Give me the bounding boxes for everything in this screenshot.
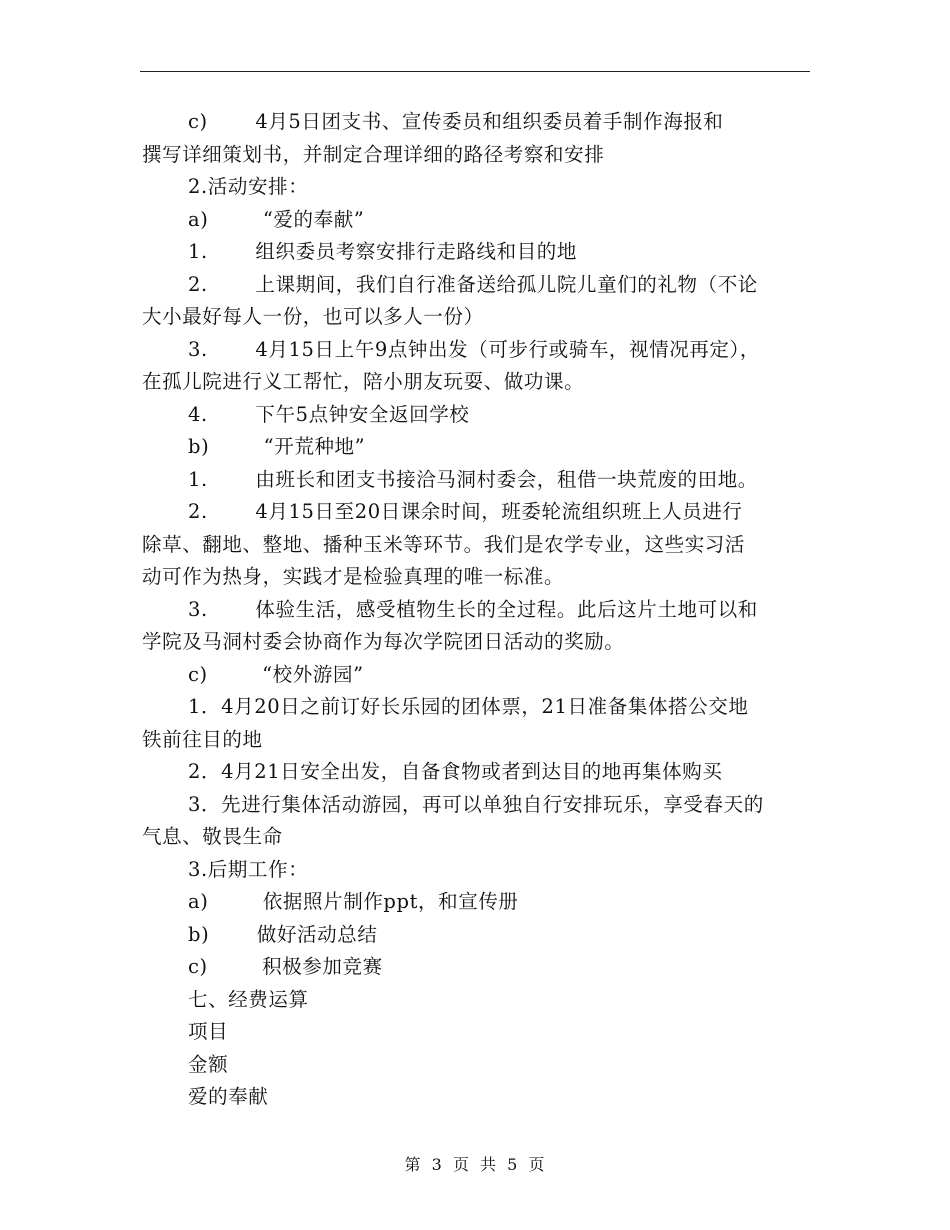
- text-line: b) 做好活动总结: [188, 922, 378, 946]
- text-line: 3. 4月15日上午9点钟出发（可步行或骑车，视情况再定），: [188, 337, 760, 361]
- header-rule: [140, 71, 810, 72]
- text-line: 4. 下午5点钟安全返回学校: [188, 402, 470, 426]
- text-line: c) 4月5日团支书、宣传委员和组织委员着手制作海报和: [188, 110, 724, 133]
- text-line: 2. 上课期间，我们自行准备送给孤儿院儿童们的礼物（不论: [188, 272, 758, 296]
- text-line: 金额: [188, 1052, 229, 1076]
- page-footer: [0, 1152, 950, 1175]
- text-line: 项目: [188, 1020, 229, 1043]
- footer-suffix: 页: [528, 1155, 546, 1174]
- footer-prefix: 第: [404, 1155, 422, 1174]
- text-line: c) “校外游园”: [188, 662, 364, 686]
- text-line: 气息、敬畏生命: [142, 825, 283, 848]
- text-line: 学院及马洞村委会协商作为每次学院团日活动的奖励。: [142, 630, 625, 653]
- text-line: 1．4月20日之前订好长乐园的团体票，21日准备集体搭公交地: [188, 695, 749, 718]
- text-line: 3. 体验生活，感受植物生长的全过程。此后这片土地可以和: [188, 597, 758, 621]
- text-line: 3.后期工作：: [188, 857, 309, 881]
- text-line: a) “爱的奉献”: [188, 207, 365, 231]
- text-line: 1. 组织委员考察安排行走路线和目的地: [188, 240, 577, 263]
- text-line: 动可作为热身，实践才是检验真理的唯一标准。: [142, 565, 565, 588]
- text-line: a) 依据照片制作ppt，和宣传册: [188, 890, 519, 913]
- text-line: 七、经费运算: [188, 987, 309, 1011]
- text-line: 1. 由班长和团支书接洽马洞村委会，租借一块荒废的田地。: [188, 467, 758, 491]
- text-line: 大小最好每人一份，也可以多人一份）: [142, 305, 484, 328]
- text-line: 撰写详细策划书，并制定合理详细的路径考察和安排: [142, 142, 605, 166]
- text-line: 2.活动安排：: [188, 175, 309, 198]
- footer-page-number: 3: [431, 1155, 443, 1174]
- text-line: b) “开荒种地”: [188, 435, 366, 458]
- text-line: 2. 4月15日至20日课余时间，班委轮流组织班上人员进行: [188, 500, 743, 523]
- text-line: 3．先进行集体活动游园，再可以单独自行安排玩乐，享受春天的: [188, 792, 764, 816]
- text-line: 铁前往目的地: [142, 727, 263, 751]
- footer-page-label: 页: [452, 1155, 470, 1174]
- text-line: 爱的奉献: [188, 1085, 269, 1108]
- document-body: [142, 106, 812, 1114]
- footer-total-pages: 5: [507, 1155, 519, 1174]
- footer-total-label: 共: [480, 1155, 498, 1174]
- text-line: 2．4月21日安全出发，自备食物或者到达目的地再集体购买: [188, 760, 723, 783]
- text-line: 除草、翻地、整地、播种玉米等环节。我们是农学专业，这些实习活: [142, 532, 746, 556]
- text-line: 在孤儿院进行义工帮忙，陪小朋友玩耍、做功课。: [142, 370, 585, 393]
- text-line: c) 积极参加竞赛: [188, 955, 383, 978]
